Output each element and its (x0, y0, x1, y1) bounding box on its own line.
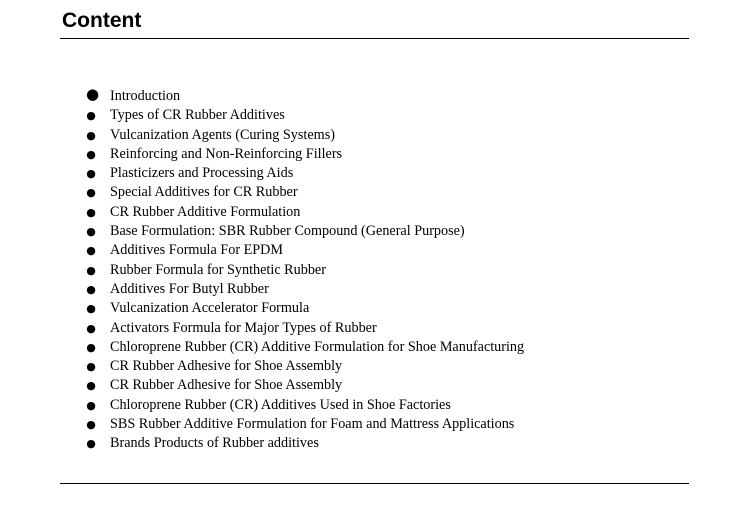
bullet-dot-icon: ● (86, 128, 96, 142)
list-item (80, 261, 524, 280)
bullet-dot-icon: ● (86, 340, 96, 354)
bullet-dot-icon: ● (86, 379, 96, 393)
list-item (80, 183, 524, 202)
list-item (80, 145, 524, 164)
list-item-text: CR Rubber Additive Formulation (110, 203, 301, 220)
bullet-dot-icon: ● (86, 147, 96, 161)
list-item-text: Base Formulation: SBR Rubber Compound (General Purpose) (110, 223, 465, 240)
list-item-text: CR Rubber Adhesive for Shoe Assembly (110, 377, 343, 394)
list-item (80, 434, 524, 453)
list-item-text: Additives For Butyl Rubber (110, 280, 269, 297)
bullet-dot-icon: ● (86, 85, 100, 103)
list-item (80, 396, 524, 415)
list-item (80, 222, 524, 241)
bullet-dot-icon: ● (86, 282, 96, 296)
list-item-text: Vulcanization Agents (Curing Systems) (110, 126, 335, 143)
list-item (80, 241, 524, 260)
list-item-text: Introduction (110, 88, 181, 104)
list-item (80, 415, 524, 434)
bullet-dot-icon: ● (86, 225, 96, 239)
list-item (80, 338, 524, 357)
list-item (80, 299, 524, 318)
list-item (80, 164, 524, 183)
list-item (80, 376, 524, 395)
list-item-text: Types of CR Rubber Additives (110, 107, 285, 124)
bullet-dot-icon: ● (86, 321, 96, 335)
list-item (80, 357, 524, 376)
list-item-text: Rubber Formula for Synthetic Rubber (110, 261, 326, 278)
list-item-text: Chloroprene Rubber (CR) Additive Formulation for Shoe Manufacturing (110, 338, 525, 355)
bullet-dot-icon: ● (86, 263, 96, 277)
list-item-text: Plasticizers and Processing Aids (110, 165, 294, 182)
list-item-text: Special Additives for CR Rubber (110, 184, 298, 201)
bullet-dot-icon: ● (86, 302, 96, 316)
bullet-dot-icon: ● (86, 244, 96, 258)
bullet-dot-icon: ● (86, 109, 96, 123)
page-heading: Content (62, 9, 142, 32)
list-item-text: Vulcanization Accelerator Formula (110, 300, 310, 317)
footer-divider (60, 483, 689, 484)
bullet-dot-icon: ● (86, 418, 96, 432)
list-item (80, 203, 524, 222)
bullet-dot-icon: ● (86, 205, 96, 219)
list-item-text: Activators Formula for Major Types of Rubber (110, 319, 377, 336)
list-item-text: SBS Rubber Additive Formulation for Foam and Mattress Applications (110, 416, 515, 433)
list-item (80, 126, 524, 145)
bullet-dot-icon: ● (86, 167, 96, 181)
list-item-text: Chloroprene Rubber (CR) Additives Used in Shoe Factories (110, 396, 451, 413)
heading-divider (60, 38, 689, 39)
list-item-text: Reinforcing and Non-Reinforcing Fillers (110, 145, 343, 162)
list-item (80, 319, 524, 338)
contents-list (80, 87, 524, 454)
list-item (80, 106, 524, 125)
bullet-dot-icon: ● (86, 360, 96, 374)
bullet-dot-icon: ● (86, 398, 96, 412)
bullet-dot-icon: ● (86, 437, 96, 451)
list-item-text: Additives Formula For EPDM (110, 242, 284, 259)
list-item (80, 87, 524, 106)
list-item-text: CR Rubber Adhesive for Shoe Assembly (110, 358, 343, 375)
list-item-text: Brands Products of Rubber additives (110, 435, 319, 452)
list-item (80, 280, 524, 299)
bullet-dot-icon: ● (86, 186, 96, 200)
